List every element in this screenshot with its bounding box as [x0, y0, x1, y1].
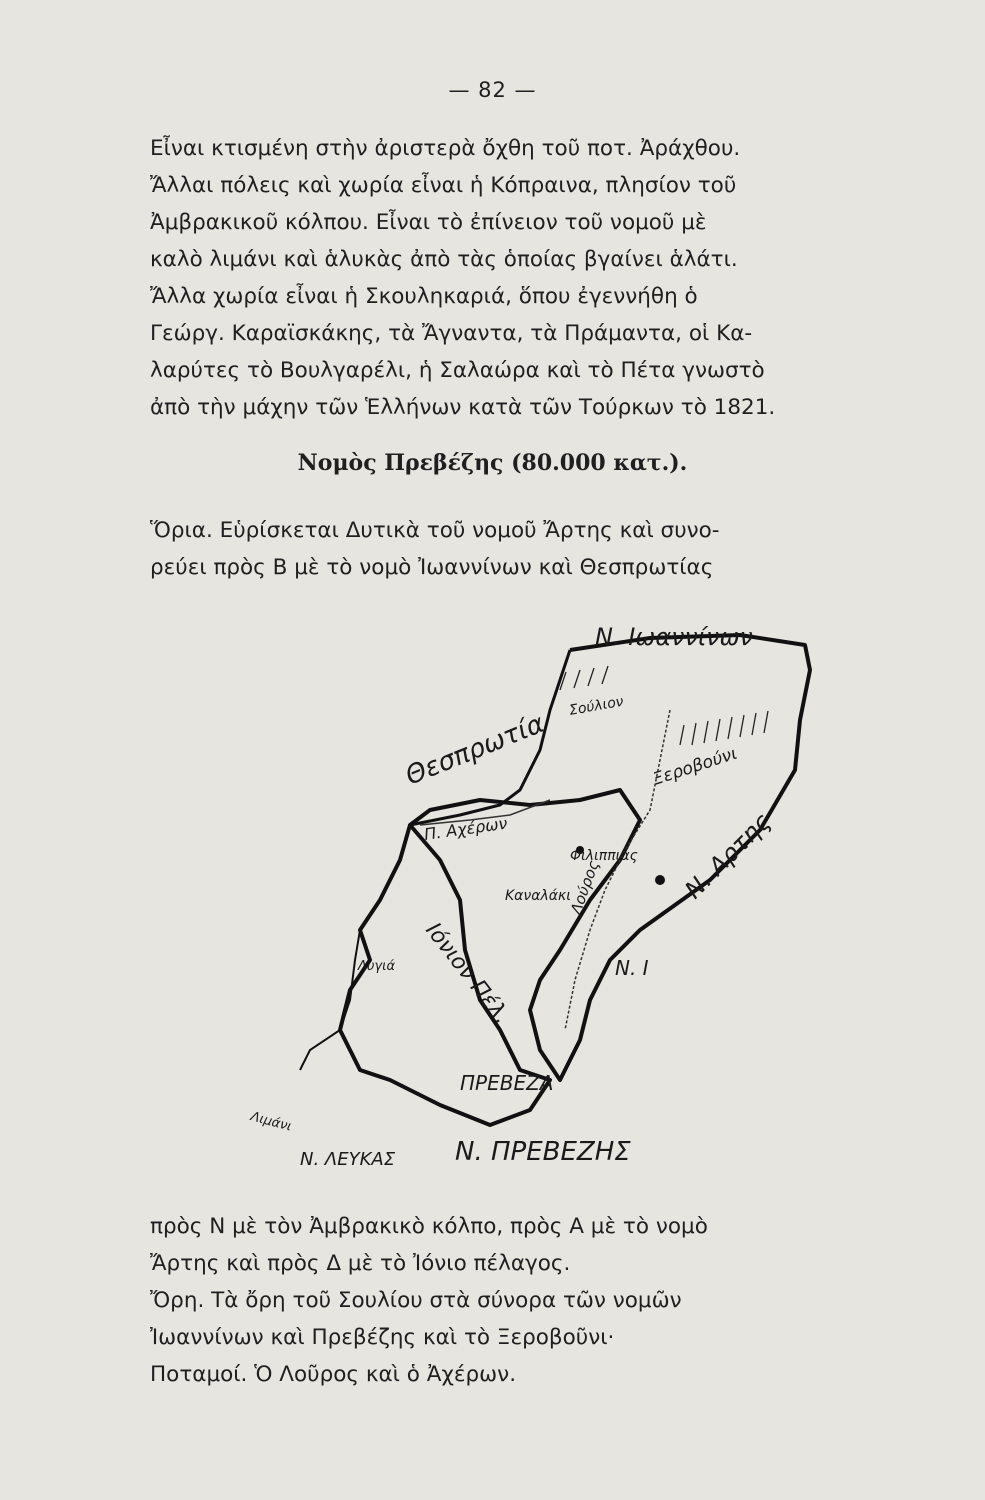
after-map-paragraph — [150, 1208, 910, 1393]
text-line: Ἄλλα χωρία εἶναι ἡ Σκουληκαριά, ὅπου ἐγεννήθη ὁ — [150, 284, 698, 309]
map-label-kanalaki: Καναλάκι — [505, 888, 571, 904]
page-number: — 82 — — [448, 78, 537, 102]
map-label-filippiada: Φιλιππιάς — [570, 848, 638, 864]
text-line: πρὸς Ν μὲ τὸν Ἀμβρακικὸ κόλπο, πρὸς Α μὲ τὸ νομὸ — [150, 1214, 708, 1239]
section-heading: Νομὸς Πρεβέζης (80.000 κατ.). — [297, 450, 688, 476]
intro-paragraph — [150, 130, 910, 426]
text-line: Ἀμβρακικοῦ κόλπου. Εἶναι τὸ ἐπίνειον τοῦ νομοῦ μὲ — [150, 210, 707, 235]
map-label-lefkada-port: Λιμάνι — [248, 1109, 294, 1135]
text-line: Εἶναι κτισμένη στὴν ἀριστερὰ ὄχθη τοῦ ποτ. Ἀράχθου. — [150, 136, 741, 161]
text-line: λαρύτες τὸ Βουλγαρέλι, ἡ Σαλαώρα καὶ τὸ Πέτα γνωστὸ — [150, 358, 765, 383]
text-line: καλὸ λιμάνι καὶ ἁλυκὰς ἀπὸ τὰς ὁποίας βγαίνει ἁλάτι. — [150, 247, 738, 272]
text-line: Ἰωαννίνων καὶ Πρεβέζης καὶ τὸ Ξεροβοῦνι· — [150, 1325, 615, 1350]
map-label-ionian: Ιόνιον Πέλ. — [420, 918, 515, 1029]
text-line: Ποταμοί. Ὁ Λοῦρος καὶ ὁ Ἀχέρων. — [150, 1362, 517, 1387]
map-label-acheron: Π. Αχέρων — [422, 813, 509, 844]
text-line: Ὄρη. Τὰ ὄρη τοῦ Σουλίου στὰ σύνορα τῶν νομῶν — [150, 1288, 682, 1313]
map-label-preveza-prefecture: Ν. ΠΡΕΒΕΖΗΣ — [455, 1137, 631, 1167]
map-label-arta: Ν. Αρτης — [679, 807, 777, 905]
town-dot — [655, 875, 665, 885]
map-label-ioannina: Ν. Ιωαννίνων — [595, 623, 754, 651]
map-label-n-i: Ν. Ι — [615, 956, 649, 980]
map-label-louros: Λούρος — [566, 857, 603, 917]
map-label-thesprotia: Θεσπρωτία — [401, 708, 549, 792]
map-label-preveza-town: ΠΡΕΒΕΖΑ — [460, 1071, 554, 1095]
hand-drawn-map — [240, 600, 840, 1190]
boundaries-paragraph — [150, 512, 910, 586]
text-line: ἀπὸ τὴν μάχην τῶν Ἑλλήνων κατὰ τῶν Τούρκων τὸ 1821. — [150, 395, 776, 420]
map-label-xerovouni: Ξεροβούνι — [650, 743, 740, 790]
map-label-souli: Σούλιον — [567, 693, 625, 719]
map-label-lefkada: Ν. ΛΕΥΚΑΣ — [300, 1149, 396, 1170]
text-line: Γεώργ. Καραϊσκάκης, τὰ Ἄγναντα, τὰ Πράμαντα, οἱ Κα- — [150, 321, 753, 346]
text-line: Ὅρια. Εὑρίσκεται Δυτικὰ τοῦ νομοῦ Ἄρτης καὶ συνο- — [150, 518, 720, 543]
text-line: Ἄλλαι πόλεις καὶ χωρία εἶναι ἡ Κόπραινα, πλησίον τοῦ — [150, 173, 737, 198]
text-line: ρεύει πρὸς Β μὲ τὸ νομὸ Ἰωαννίνων καὶ Θεσπρωτίας — [150, 555, 714, 580]
text-line: Ἄρτης καὶ πρὸς Δ μὲ τὸ Ἰόνιο πέλαγος. — [150, 1251, 571, 1276]
map-label-ligia: Λυγιά — [358, 959, 396, 974]
